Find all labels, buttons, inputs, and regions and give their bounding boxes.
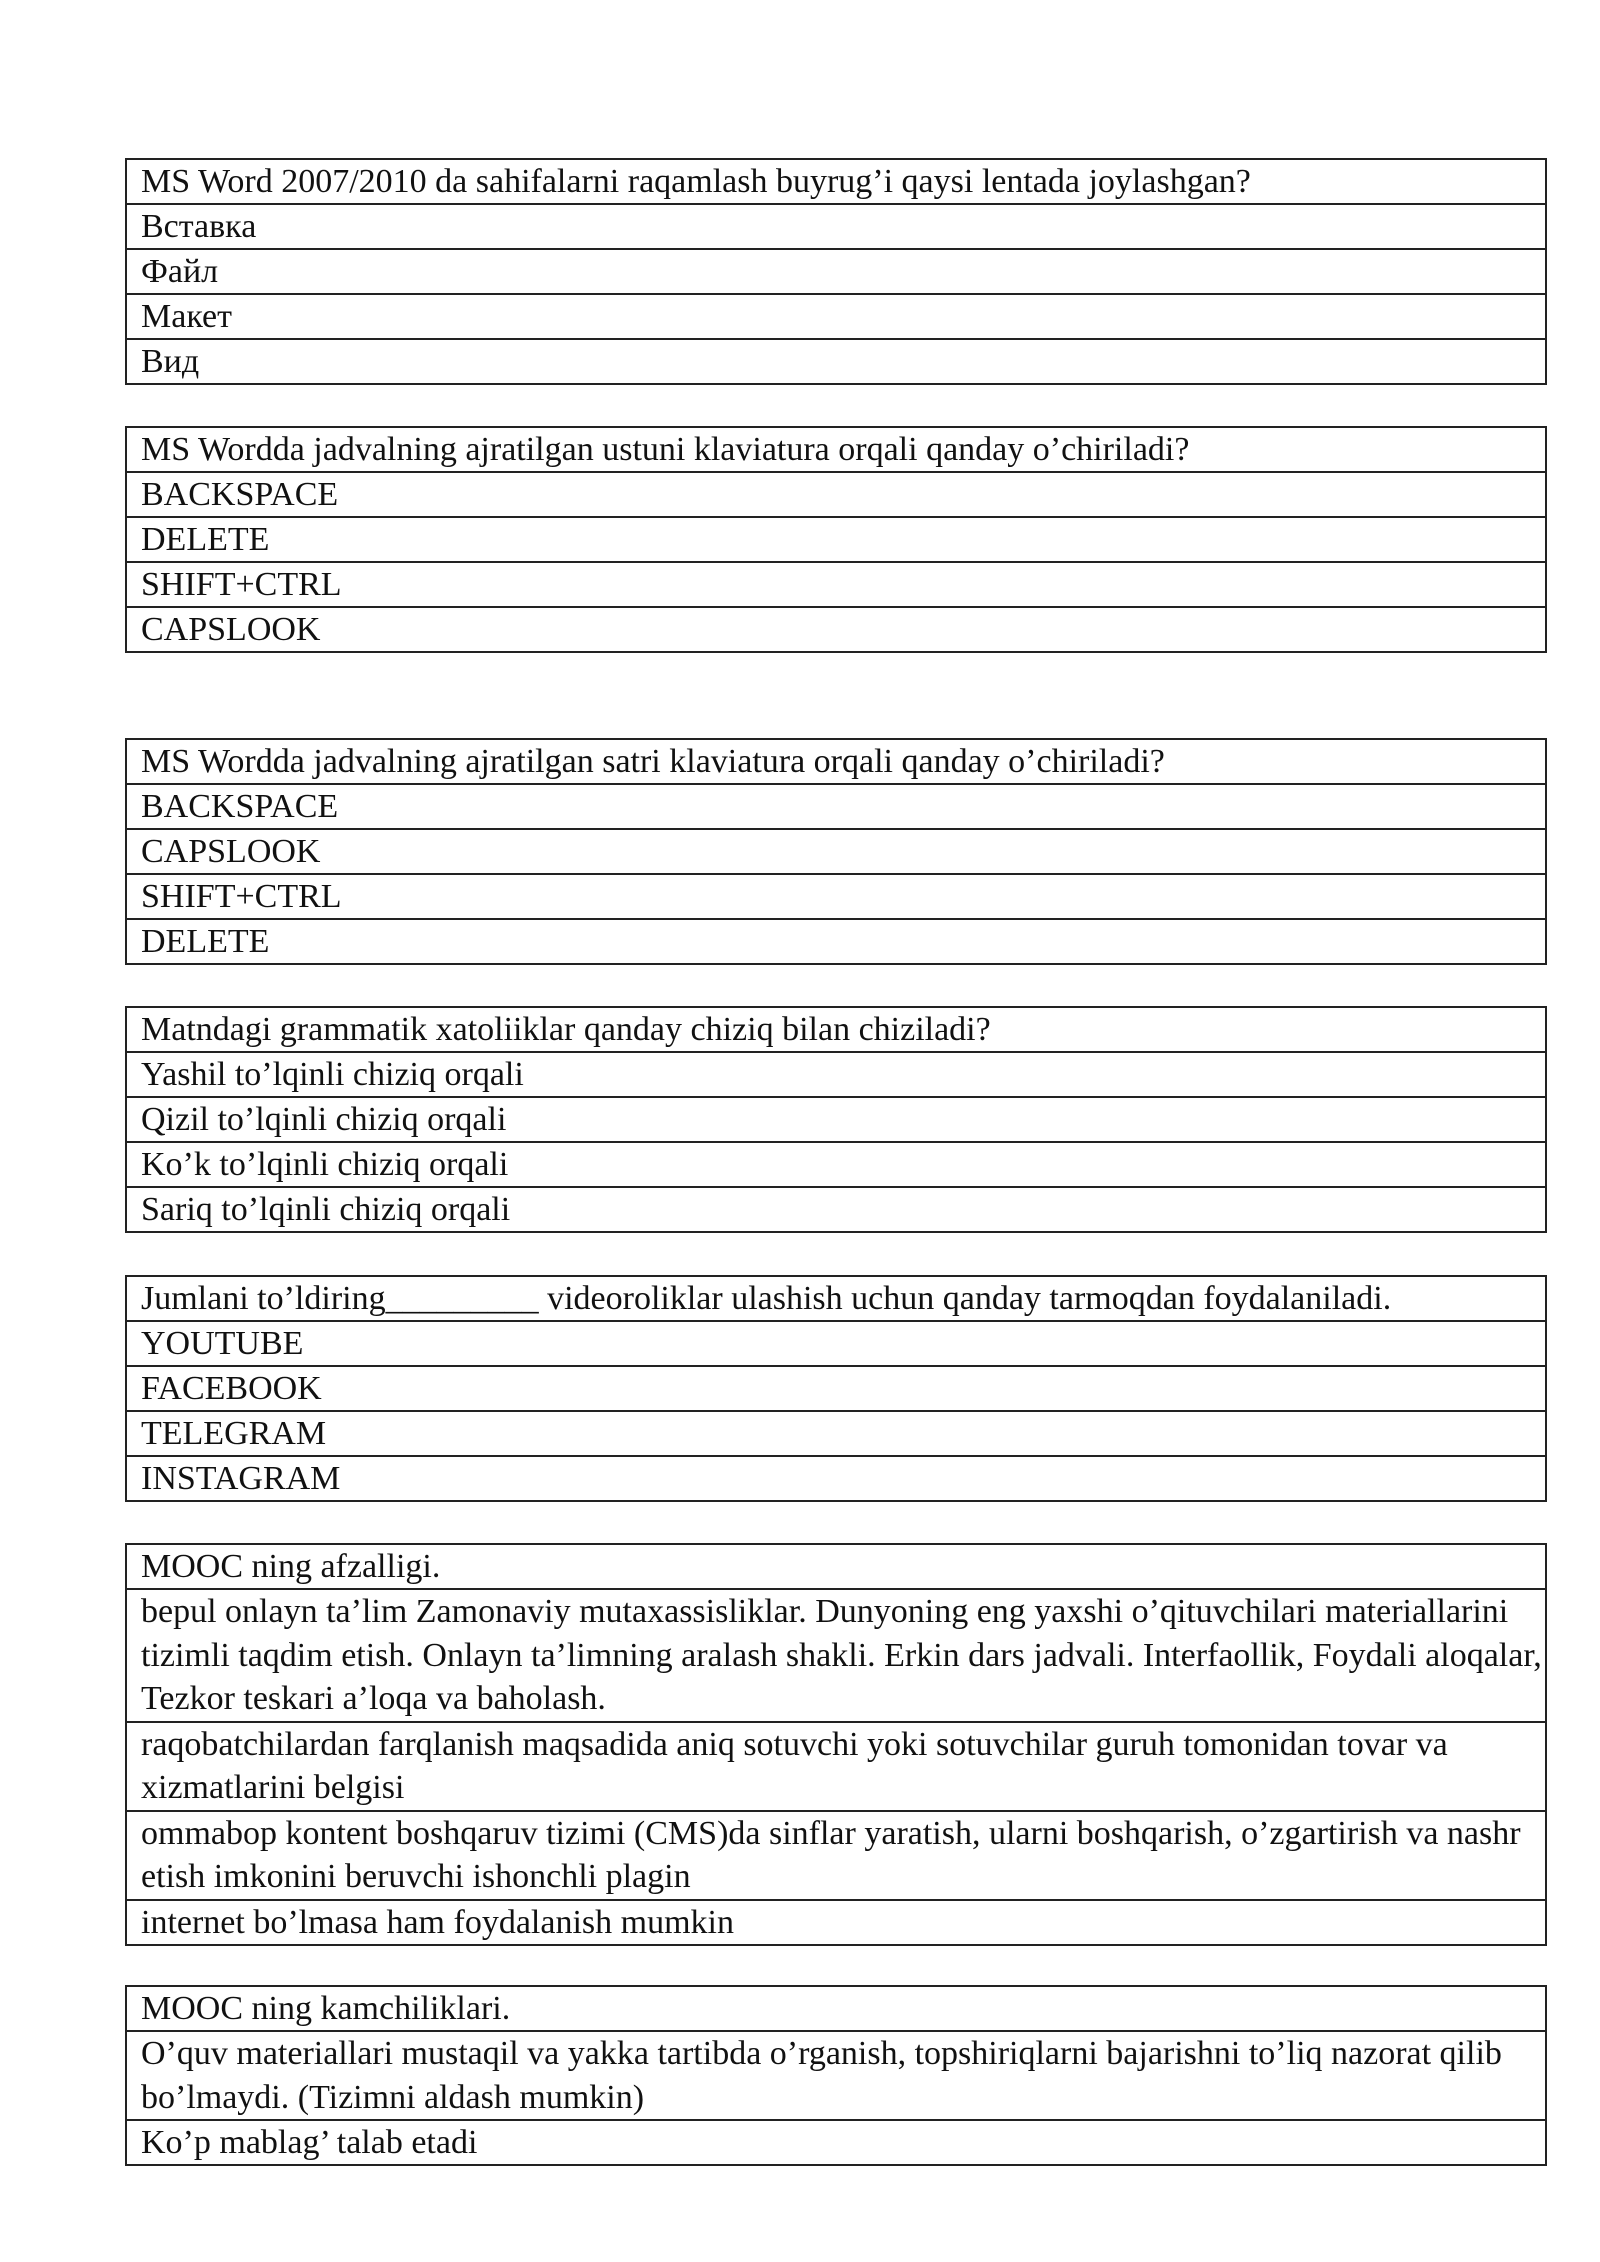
answer-option: bepul onlayn ta’lim Zamonaviy mutaxassisliklar. Dunyoning eng yaxshi o’qituvchilari materiallarini tizimli taqdim etish. Onlayn ta’limning aralash shakli. Erkin dars jadvali. Interfaollik, Foydali aloqalar, Tezkor teskari a’loqa va baholash.: [127, 1588, 1545, 1721]
answer-option: Qizil to’lqinli chiziq orqali: [127, 1096, 1545, 1141]
answer-option: INSTAGRAM: [127, 1455, 1545, 1500]
answer-option: CAPSLOOK: [127, 828, 1545, 873]
question-table-5: [125, 1275, 1547, 1502]
question-table-2: [125, 426, 1547, 653]
answer-option: TELEGRAM: [127, 1410, 1545, 1455]
question-table-1: [125, 158, 1547, 385]
answer-option: internet bo’lmasa ham foydalanish mumkin: [127, 1899, 1545, 1944]
answer-option: Файл: [127, 248, 1545, 293]
answer-option: O’quv materiallari mustaqil va yakka tartibda o’rganish, topshiriqlarni bajarishni to’liq nazorat qilib bo’lmaydi. (Tizimni aldash mumkin): [127, 2030, 1545, 2119]
question-text: MS Wordda jadvalning ajratilgan ustuni klaviatura orqali qanday o’chiriladi?: [141, 431, 1190, 468]
answer-option: DELETE: [127, 516, 1545, 561]
question-text: MOOC ning kamchiliklari.: [141, 1990, 511, 2027]
question-table-6: [125, 1543, 1547, 1946]
question-text: MS Word 2007/2010 da sahifalarni raqamlash buyrug’i qaysi lentada joylashgan?: [141, 163, 1251, 200]
answer-option: Sariq to’lqinli chiziq orqali: [127, 1186, 1545, 1231]
answer-option: Вставка: [127, 203, 1545, 248]
answer-option: Макет: [127, 293, 1545, 338]
answer-option: Ko’k to’lqinli chiziq orqali: [127, 1141, 1545, 1186]
answer-option: DELETE: [127, 918, 1545, 963]
question-text: MS Wordda jadvalning ajratilgan satri klaviatura orqali qanday o’chiriladi?: [141, 743, 1165, 780]
answer-option: ommabop kontent boshqaruv tizimi (CMS)da sinflar yaratish, ularni boshqarish, o’zgartirish va nashr etish imkonini beruvchi ishonchli plagin: [127, 1810, 1545, 1899]
question-table-7: [125, 1985, 1547, 2166]
question-table-4: [125, 1006, 1547, 1233]
answer-option: FACEBOOK: [127, 1365, 1545, 1410]
answer-option: SHIFT+CTRL: [127, 873, 1545, 918]
answer-option: Ko’p mablag’ talab etadi: [127, 2119, 1545, 2164]
question-table-3: [125, 738, 1547, 965]
question-text: Jumlani to’ldiring_________ videoroliklar ulashish uchun qanday tarmoqdan foydalaniladi.: [141, 1280, 1392, 1317]
answer-option: raqobatchilardan farqlanish maqsadida aniq sotuvchi yoki sotuvchilar guruh tomonidan tovar va xizmatlarini belgisi: [127, 1721, 1545, 1810]
answer-option: Yashil to’lqinli chiziq orqali: [127, 1051, 1545, 1096]
answer-option: CAPSLOOK: [127, 606, 1545, 651]
answer-option: YOUTUBE: [127, 1320, 1545, 1365]
question-text: Matndagi grammatik xatoliiklar qanday chiziq bilan chiziladi?: [141, 1011, 991, 1048]
answer-option: SHIFT+CTRL: [127, 561, 1545, 606]
answer-option: BACKSPACE: [127, 471, 1545, 516]
answer-option: BACKSPACE: [127, 783, 1545, 828]
answer-option: Вид: [127, 338, 1545, 383]
question-text: MOOC ning afzalligi.: [141, 1548, 441, 1585]
